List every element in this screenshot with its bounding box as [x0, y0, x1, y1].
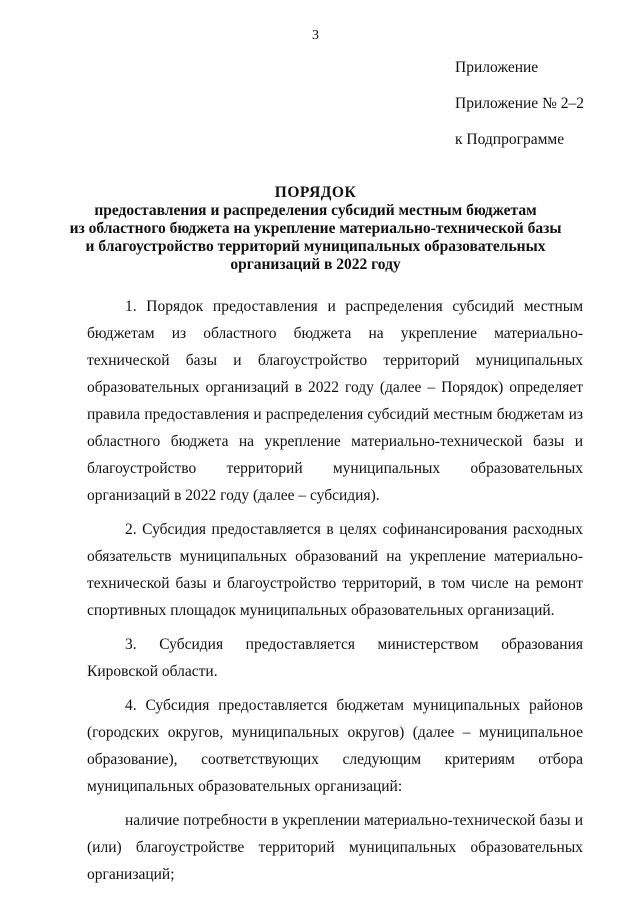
paragraph-5: наличие потребности в укреплении материально-технической базы и (или) благоустройстве территорий муниципальных образовательных организаций; — [87, 812, 583, 883]
document-title: ПОРЯДОК — [274, 184, 357, 201]
document-subtitle — [60, 202, 571, 274]
paragraph-4: 4. Субсидия предоставляется бюджетам муниципальных районов (городских округов, муниципальных округов) (далее – муниципальное образование), соответствующих следующим критериям отбора муниципальных образовательных организаций: — [87, 697, 583, 795]
paragraph-3: 3. Субсидия предоставляется министерством образования Кировской области. — [87, 636, 583, 680]
subtitle-line: из областного бюджета на укрепление материально-технической базы — [69, 220, 562, 237]
annex-label: Приложение — [455, 59, 539, 76]
annex-reference: к Подпрограмме — [455, 131, 565, 148]
document-body — [87, 293, 583, 895]
annex-number: Приложение № 2–2 — [455, 95, 584, 112]
subtitle-line: предоставления и распределения субсидий местным бюджетам — [94, 202, 537, 219]
paragraph-1: 1. Порядок предоставления и распределения субсидий местным бюджетам из областного бюджета на укрепление материально-технической базы и благоустройство территорий муниципальных образовательных организаций в 2022 году (далее – Порядок) определяет правила предоставления и распределения субсидий местным бюджетам из областного бюджета на укрепление материально-технической базы и благоустройство территорий муниципальных образовательных организаций в 2022 году (далее – субсидия). — [87, 298, 583, 504]
page-number: 3 — [312, 28, 319, 43]
subtitle-line: и благоустройство территорий муниципальных образовательных — [85, 238, 546, 255]
paragraph-2: 2. Субсидия предоставляется в целях софинансирования расходных обязательств муниципальных образований на укрепление материально-технической базы и благоустройство территорий, в том числе на ремонт спортивных площадок муниципальных образовательных организаций. — [87, 521, 583, 619]
subtitle-line: организаций в 2022 году — [230, 256, 401, 273]
